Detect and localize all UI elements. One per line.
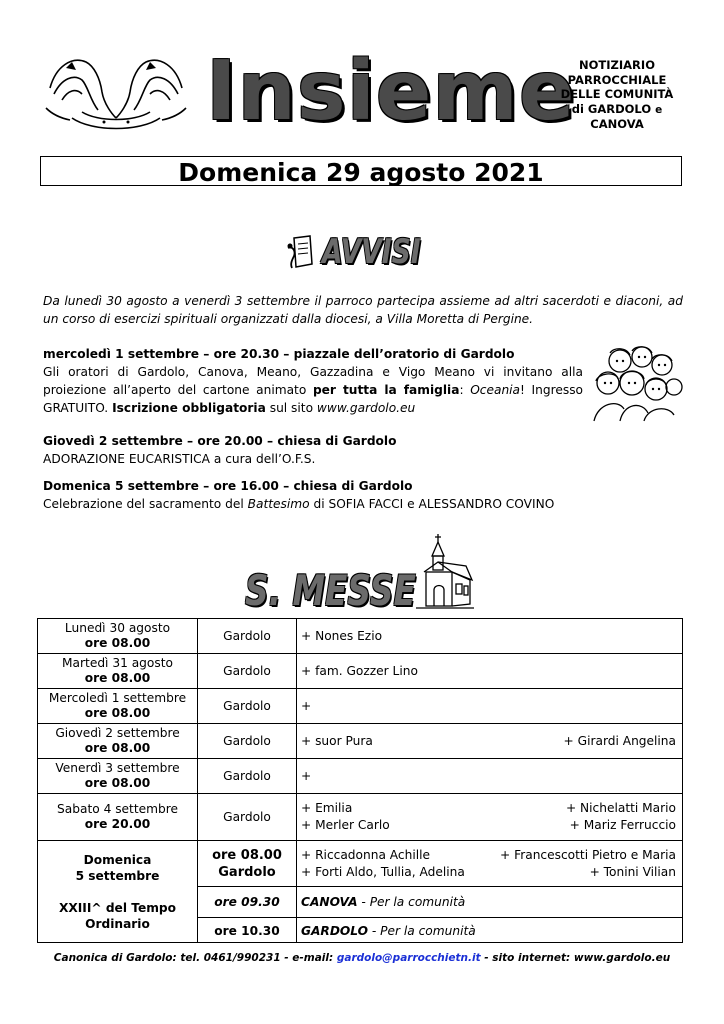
hands-illustration (42, 48, 190, 136)
mass-place: Gardolo (198, 619, 297, 654)
event-text: sul sito (265, 401, 317, 415)
event-baptism (43, 477, 683, 513)
footer-contacts (0, 952, 724, 964)
notice-paper-icon (286, 234, 314, 270)
event-adoration (43, 432, 683, 468)
event-text: Celebrazione del sacramento del (43, 497, 248, 511)
mass-time: ore 10.30 (214, 924, 280, 938)
event-emphasis: Iscrizione obbligatoria (112, 401, 266, 415)
event-body (43, 495, 683, 513)
intention: + Riccadonna Achille (301, 848, 430, 862)
mass-intentions (297, 689, 683, 724)
mass-row (38, 689, 683, 724)
children-illustration (590, 343, 684, 423)
event-heading: mercoledì 1 settembre – ore 20.30 – piazzale dell’oratorio di Gardolo (43, 347, 515, 361)
mass-row-sunday (38, 841, 683, 943)
mass-place: Gardolo (198, 689, 297, 724)
footer-text: - sito internet: www.gardolo.eu (480, 952, 671, 964)
sunday-intentions (297, 841, 683, 943)
intention: + Francescotti Pietro e Maria (500, 848, 676, 862)
footer-email-link[interactable]: gardolo@parrocchietn.it (336, 952, 481, 964)
mass-place: Gardolo (198, 724, 297, 759)
intention: + suor Pura (301, 734, 373, 748)
mass-row (38, 654, 683, 689)
mass-row (38, 619, 683, 654)
event-heading: Giovedì 2 settembre – ore 20.00 – chiesa di Gardolo (43, 434, 397, 448)
intention: - Per la comunità (368, 924, 476, 938)
event-body (43, 363, 583, 417)
mass-time: ore 08.00 (84, 706, 151, 720)
mass-time: ore 08.00 (84, 741, 151, 755)
sunday-mass-2-intention (297, 887, 682, 918)
event-text: ! Ingresso GRATUITO. (43, 383, 584, 415)
sunday-mass-1 (198, 841, 296, 887)
sunday-times (198, 841, 297, 943)
mass-day-cell (38, 654, 198, 689)
mass-row (38, 759, 683, 794)
event-body: ADORAZIONE EUCARISTICA a cura dell’O.F.S. (43, 452, 316, 466)
pub-line: CANOVA (590, 117, 644, 131)
sunday-mass-1-intentions (297, 841, 682, 887)
avvisi-heading: AVVISI (322, 232, 421, 272)
pub-line (553, 102, 681, 118)
mass-time: ore 08.00 (84, 636, 151, 650)
mass-time: ore 20.00 (84, 817, 151, 831)
intention: + Nichelatti Mario (565, 801, 676, 815)
intention: + (301, 699, 312, 713)
sunday-mass-3-intention (297, 918, 682, 942)
mass-intentions (297, 724, 683, 759)
mass-time: ore 08.00 (212, 848, 282, 863)
mass-time: ore 08.00 (84, 671, 151, 685)
movie-title: Oceania (470, 383, 521, 397)
website-text: www.gardolo.eu (316, 401, 416, 415)
mass-day-cell (38, 619, 198, 654)
mass-day: Sabato 4 settembre (57, 802, 178, 816)
intention: + (301, 769, 312, 783)
event-heading: Domenica 5 settembre – ore 16.00 – chiesa di Gardolo (43, 479, 413, 493)
mass-day-cell (38, 689, 198, 724)
mass-place: Gardolo (198, 654, 297, 689)
pub-line: DELLE COMUNITÀ (560, 87, 674, 101)
mass-day-cell (38, 841, 198, 943)
mass-intentions (297, 759, 683, 794)
pub-line-part: e (655, 103, 663, 116)
masthead-text: Insieme (206, 44, 576, 139)
pub-line: PARROCCHIALE (567, 72, 667, 87)
mass-day-cell (38, 794, 198, 841)
event-oratory-movie (43, 345, 583, 417)
intention: + Merler Carlo (301, 818, 390, 832)
mass-intentions (297, 654, 683, 689)
mass-day-cell (38, 759, 198, 794)
mass-day: 5 settembre (75, 868, 160, 883)
footer-text: Canonica di Gardolo: tel. 0461/990231 - e-mail: (53, 952, 337, 964)
event-text: di SOFIA FACCI e ALESSANDRO COVINO (309, 497, 555, 511)
liturgical-time: Ordinario (85, 916, 150, 931)
mass-place: Gardolo (198, 794, 297, 841)
mass-place: Gardolo (218, 865, 276, 880)
mass-day: Lunedì 30 agosto (64, 621, 171, 635)
mass-place: CANOVA (301, 895, 358, 909)
event-text: Gli oratori di Gardolo, Canova, Meano, Gazzadina e Vigo Meano vi invitano alla proiezione all’aperto del cartone animato (43, 365, 583, 397)
intro-notice: Da lunedì 30 agosto a venerdì 3 settembre il parroco partecipa assieme ad altri sacerdoti e diaconi, ad un corso di esercizi spirituali organizzati dalla diocesi, a Villa Moretta di Pergine. (43, 294, 683, 326)
liturgical-time: XXIII^ del Tempo (58, 900, 177, 915)
mass-time: ore 08.00 (84, 776, 151, 790)
mass-day-cell (38, 724, 198, 759)
church-illustration (414, 532, 474, 610)
intention: + Nones Ezio (301, 629, 383, 643)
mass-time: ore 09.30 (198, 887, 296, 918)
mass-day: Domenica (83, 852, 152, 867)
publication-info (553, 58, 681, 132)
mass-day: Giovedì 2 settembre (55, 726, 180, 740)
intention: + Mariz Ferruccio (569, 818, 676, 832)
event-emphasis: Battesimo (247, 497, 310, 511)
mass-place: Gardolo (198, 759, 297, 794)
mass-place: GARDOLO (301, 924, 368, 938)
intention: - Per la comunità (357, 895, 466, 909)
mass-day: Mercoledì 1 settembre (48, 691, 187, 705)
masthead-title (206, 44, 576, 139)
mass-day: Venerdì 3 settembre (55, 761, 180, 775)
intention: + Girardi Angelina (563, 734, 676, 748)
pub-line-part: di GARDOLO (571, 101, 652, 116)
pub-line: NOTIZIARIO (579, 58, 655, 72)
issue-date: Domenica 29 agosto 2021 (40, 156, 682, 186)
event-text: : (459, 383, 471, 397)
messe-heading: S. MESSE (245, 566, 416, 615)
event-emphasis: per tutta la famiglia (312, 383, 460, 397)
mass-row-saturday (38, 794, 683, 841)
mass-row (38, 724, 683, 759)
masses-table (37, 618, 683, 943)
intention: + Tonini Vilian (589, 865, 676, 879)
mass-day: Martedì 31 agosto (62, 656, 173, 670)
intention: + fam. Gozzer Lino (301, 664, 418, 678)
mass-intentions (297, 619, 683, 654)
intention: + Forti Aldo, Tullia, Adelina (301, 865, 465, 879)
intention: + Emilia (301, 801, 353, 815)
mass-intentions (297, 794, 683, 841)
